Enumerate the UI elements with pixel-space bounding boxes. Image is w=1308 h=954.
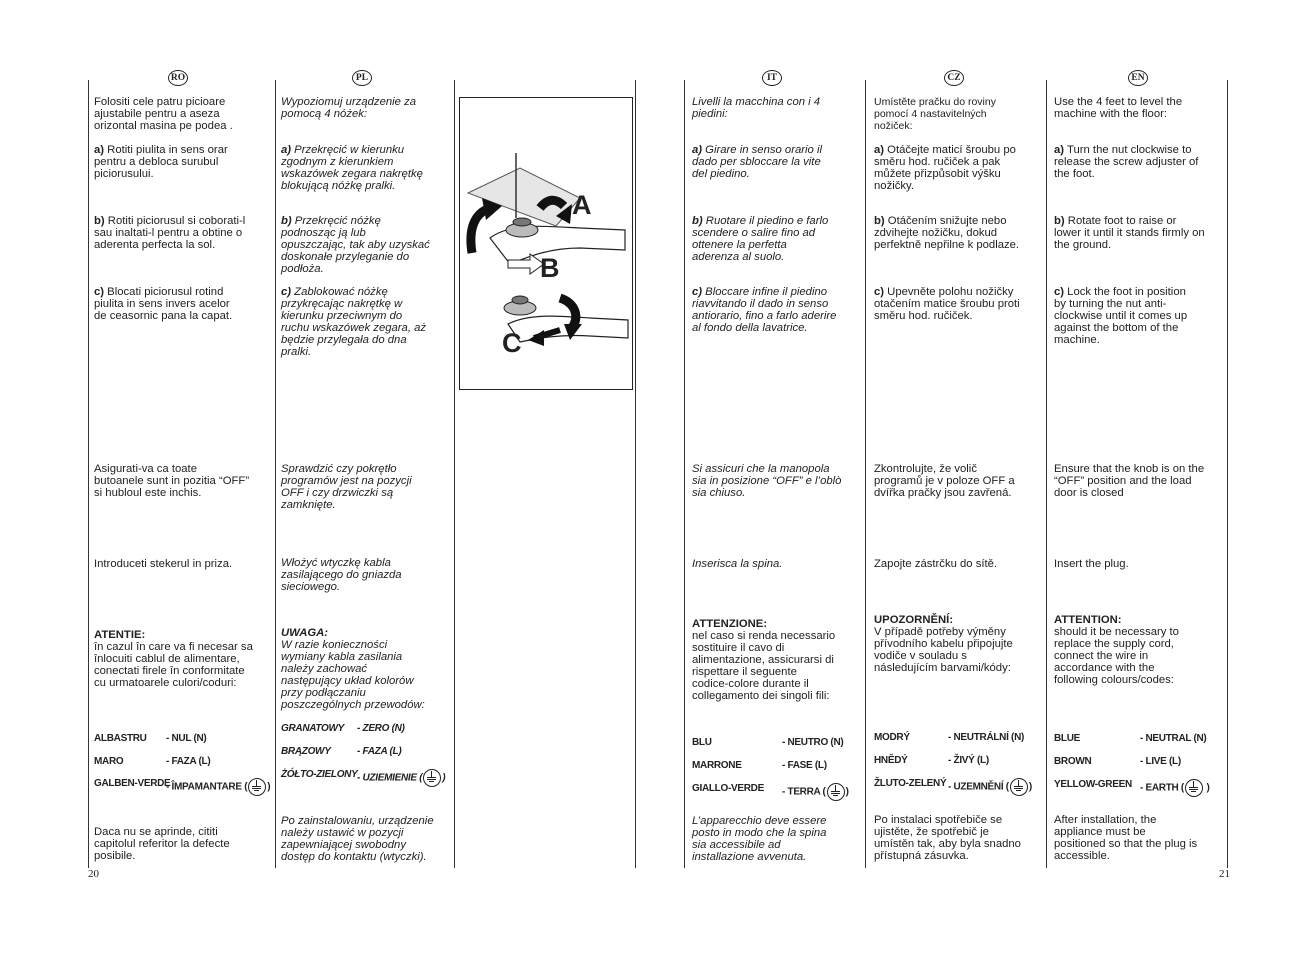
en-plug: Insert the plug.	[1054, 558, 1129, 570]
page-number-right: 21	[1219, 868, 1230, 880]
step-text: Ruotare il piedino e farlo scendere o salire fino ad ottenere la perfetta aderenza al suolo.	[692, 215, 829, 263]
column-divider	[635, 80, 636, 868]
pl-step-a	[281, 144, 451, 192]
en-attention-text: should it be necessary to replace the supply cord, connect the wire in accordance with the following colours/codes:	[1054, 626, 1179, 686]
step-text: Przekręcić nóżkę podnosząc ją lub opuszczając, tak aby uzyskać doskonałe przyleganie do podłoża.	[281, 215, 430, 275]
step-label: c)	[692, 286, 703, 298]
column-divider	[684, 80, 685, 868]
step-label: b)	[1054, 215, 1065, 227]
step-text: Turn the nut clockwise to release the screw adjuster of the foot.	[1054, 144, 1199, 180]
step-label: b)	[94, 215, 105, 227]
it-intro: Livelli la macchina con i 4 piedini:	[692, 96, 821, 120]
it-check-off: Si assicuri che la manopola sia in posizione “OFF” e l’oblò sia chiuso.	[692, 463, 842, 499]
column-it: Livelli la macchina con i 4 piedini: a) Girare in senso orario il dado per sbloccare la vite del piedino. b) Ruotare il piedino e farlo scendere o salire fino ad ottenere la perfetta aderenza al suolo. c) Bloccare infine il piedino riavvitando il dado in senso antiorario, fino a farlo aderire al fondo della lavatrice. Si assicuri che la manopola sia in posizione “OFF” e l’oblò sia chiuso. Inserisca la spina. ATTENZIONE: nel caso si renda necessario sostituire il cavo di alimentazione, assicurarsi di rispettare il seguente codice-colore durante il collegamento dei singoli fili: BLU - NEUTRO (N) MARRONE - FASE (L) GIALLO-VERDE - TERRA ( ) L’apparecchio deve essere posto in modo che la spina sia accessibile ad installazione avvenuta.	[692, 80, 862, 868]
pl-attention-title: UWAGA:	[281, 627, 329, 639]
step-text: Upevněte polohu nožičky otačením matice šroubu proti směru hod. ručiček.	[874, 286, 1020, 322]
ro-attention-text: în cazul în care va fi necesar sa înlocuiti cablul de alimentare, conectati firele în conformitate cu urmatoarele culori/coduri:	[94, 641, 253, 689]
column-divider	[88, 80, 89, 868]
en-step-b	[1054, 215, 1226, 251]
ro-step-c	[94, 286, 272, 322]
pl-intro: Wypoziomuj urządzenie za pomocą 4 nóżek:	[281, 96, 416, 120]
ro-plug: Introduceti stekerul in priza.	[94, 558, 233, 570]
step-text: Lock the foot in position by turning the nut anti- clockwise until it comes up against the bottom of the machine.	[1054, 286, 1188, 346]
column-ro: Folositi cele patru picioare ajustabile pentru a aseza orizontal masina pe podea . a) Rotiti piulita in sens orar pentru a debloca surubul piciorusului. b) Rotiti piciorusul si coborati-l sau inaltati-l pentru a obtine o aderenta perfecta la sol. c) Blocati piciorusul rotind piulita in sens invers acelor de ceasornic pana la capat. Asigurati-va ca toate butoanele sunt in pozitia “OFF” si hubloul este inchis. Introduceti stekerul in priza. ATENTIE: în cazul în care va fi necesar sa înlocuiti cablul de alimentare, conectati firele în conformitate cu urmatoarele culori/coduri: ALBASTRU - NUL (N) MARO - FAZA (L) GALBEN-VERDE - ÎMPAMANTARE ( ) Daca nu se aprinde, cititi capitolul referitor la defecte posibile.	[94, 96, 271, 862]
foot-adjustment-figure	[459, 97, 633, 390]
cz-note: Po instalaci spotřebiče se ujistěte, že spotřebič je umístěn tak, aby byla snadno přístupná zásuvka.	[874, 814, 1021, 862]
lang-badge-pl: PL	[352, 70, 372, 86]
pl-step-c	[281, 286, 451, 358]
pl-step-b	[281, 215, 451, 275]
step-label: a)	[874, 144, 885, 156]
en-step-c	[1054, 286, 1226, 346]
earth-symbol-icon	[827, 783, 845, 801]
column-pl: Wypoziomuj urządzenie za pomocą 4 nóżek: a) Przekręcić w kierunku zgodnym z kierunkiem wskazówek zegara nakrętkę blokującą nóżkę pralki. b) Przekręcić nóżkę podnosząc ją lub opuszczając, tak aby uzyskać doskonałe przyleganie do podłoża. c) Zablokować nóżkę przykręcając nakrętkę w kierunku przeciwnym do ruchu wskazówek zegara, aż będzie przylegała do dna pralki. Sprawdzić czy pokrętło programów jest na pozycji OFF i czy drzwiczki są zamknięte. Włożyć wtyczkę kabla zasilającego do gniazda sieciowego. UWAGA: W razie konieczności wymiany kabla zasilania należy zachować następujący układ kolorów przy podłączaniu poszczególnych przewodów: GRANATOWY - ZERO (N) BRĄZOWY - FAZA (L) ŻÓŁTO-ZIELONY - UZIEMIENIE ( ) Po zainstalowaniu, urządzenie należy ustawić w pozycji zapewniającej swobodny dostęp do kontaktu (wtyczki).	[281, 80, 451, 868]
step-label: c)	[281, 286, 292, 298]
it-attention-title: ATTENZIONE:	[692, 618, 768, 630]
it-note: L’apparecchio deve essere posto in modo che la spina sia accessibile ad installazione avvenuta.	[692, 815, 827, 863]
en-intro: Use the 4 feet to level the machine with the floor:	[1054, 96, 1183, 120]
cz-step-a	[874, 144, 1044, 192]
step-label: b)	[692, 215, 703, 227]
lang-badge-cz: CZ	[944, 70, 964, 86]
pl-check-off: Sprawdzić czy pokrętło programów jest na pozycji OFF i czy drzwiczki są zamknięte.	[281, 463, 412, 511]
page-number-left: 20	[88, 868, 99, 880]
cz-intro: Umístěte pračku do roviny pomocí 4 nastavitelných nožiček:	[874, 96, 996, 132]
en-check-off: Ensure that the knob is on the “OFF” position and the load door is closed	[1054, 463, 1205, 499]
cz-attention-text: V případě potřeby výměny přívodního kabelu připojujte vodiče v souladu s následujícím barvami/kódy:	[874, 626, 1013, 674]
lang-badge-en: EN	[1128, 70, 1148, 86]
step-text: Otáčejte maticí šroubu po směru hod. ručiček a pak můžete přizpůsobit výšku nožičky.	[874, 144, 1016, 192]
lang-badge-ro: RO	[168, 70, 188, 86]
it-step-c	[692, 286, 862, 334]
it-step-b	[692, 215, 862, 263]
step-text: Rotiti piulita in sens orar pentru a debloca surubul piciorusului.	[94, 144, 228, 180]
column-divider	[275, 80, 276, 868]
foot-adjustment-illustration	[460, 98, 632, 389]
step-label: c)	[874, 286, 885, 298]
step-label: a)	[281, 144, 292, 156]
foot-nut-top	[513, 218, 531, 226]
cz-step-c	[874, 286, 1044, 322]
step-label: c)	[1054, 286, 1065, 298]
step-text: Blocati piciorusul rotind piulita in sens invers acelor de ceasornic pana la capat.	[94, 286, 233, 322]
pl-attention-text: W razie konieczności wymiany kabla zasilania należy zachować następujący układ kolorów przy podłączaniu poszczególnych przewodów:	[281, 639, 425, 711]
ro-intro: Folositi cele patru picioare ajustabile pentru a aseza orizontal masina pe podea .	[94, 96, 233, 132]
earth-symbol-icon	[1010, 778, 1028, 796]
step-label: c)	[94, 286, 105, 298]
ro-attention-title: ATENTIE:	[94, 629, 146, 641]
en-attention-title: ATTENTION:	[1054, 614, 1122, 626]
ro-check-off: Asigurati-va ca toate butoanele sunt in pozitia “OFF” si hubloul este inchis.	[94, 463, 250, 499]
earth-symbol-icon	[1185, 779, 1203, 797]
column-divider	[1227, 80, 1228, 868]
column-divider	[454, 80, 455, 868]
step-text: Rotiti piciorusul si coborati-l sau inaltati-l pentru a obtine o aderenta perfecta la sol.	[94, 215, 246, 251]
it-step-a	[692, 144, 862, 180]
pl-plug: Włożyć wtyczkę kabla zasilającego do gniazda sieciowego.	[281, 557, 402, 593]
step-label: b)	[874, 215, 885, 227]
foot-nut-top	[512, 296, 528, 304]
lang-badge-it: IT	[762, 70, 782, 86]
cz-attention-title: UPOZORNĚNÍ:	[874, 614, 954, 626]
en-step-a	[1054, 144, 1226, 180]
step-text: Bloccare infine il piedino riavvitando il dado in senso antiorario, fino a farlo aderire al fondo della lavatrice.	[692, 286, 837, 334]
step-text: Rotate foot to raise or lower it until it stands firmly on the ground.	[1054, 215, 1205, 251]
column-divider	[1046, 80, 1047, 868]
cz-plug: Zapojte zástrčku do sítě.	[874, 558, 998, 570]
step-label: b)	[281, 215, 292, 227]
figure-label-b: B	[540, 253, 560, 283]
column-en: Use the 4 feet to level the machine with the floor: a) Turn the nut clockwise to release the screw adjuster of the foot. b) Rotate foot to raise or lower it until it stands firmly on the ground. c) Lock the foot in position by turning the nut anti- clockwise until it comes up against the bottom of the machine. Ensure that the knob is on the “OFF” position and the load door is closed Insert the plug. ATTENTION: should it be necessary to replace the supply cord, connect the wire in accordance with the following colours/codes: BLUE - NEUTRAL (N) BROWN - LIVE (L) YELLOW-GREEN - EARTH ( ) After installation, the appliance must be positioned so that the plug is accessible.	[1054, 80, 1226, 868]
cz-step-b	[874, 215, 1044, 251]
ro-step-b	[94, 215, 272, 251]
figure-label-c: C	[502, 328, 522, 358]
column-cz: Umístěte pračku do roviny pomocí 4 nastavitelných nožiček: a) Otáčejte maticí šroubu po směru hod. ručiček a pak můžete přizpůsobit výšku nožičky. b) Otáčením snižujte nebo zdvihejte nožičku, dokud perfektně nepřilne k podlaze. c) Upevněte polohu nožičky otačením matice šroubu proti směru hod. ručiček. Zkontrolujte, že volič programů je v poloze OFF a dvířka pračky jsou zavřená. Zapojte zástrčku do sítě. UPOZORNĚNÍ: V případě potřeby výměny přívodního kabelu připojujte vodiče v souladu s následujícím barvami/kódy: MODRÝ - NEUTRÁLNÍ (N) HNĚDÝ - ŽIVÝ (L) ŽLUTO-ZELENÝ - UZEMNĚNÍ ( ) Po instalaci spotřebiče se ujistěte, že spotřebič je umístěn tak, aby byla snadno přístupná zásuvka.	[874, 80, 1044, 868]
step-label: a)	[692, 144, 703, 156]
cz-check-off: Zkontrolujte, že volič programů je v poloze OFF a dvířka pračky jsou zavřená.	[874, 463, 1015, 499]
step-label: a)	[1054, 144, 1065, 156]
step-text: Girare in senso orario il dado per sbloccare la vite del piedino.	[692, 144, 822, 180]
step-text: Przekręcić w kierunku zgodnym z kierunkiem wskazówek zegara nakrętkę blokującą nóżkę pralki.	[281, 144, 423, 192]
pl-note: Po zainstalowaniu, urządzenie należy ustawić w pozycji zapewniającej swobodny dostęp do kontaktu (wtyczki).	[281, 815, 434, 863]
earth-symbol-icon	[248, 778, 266, 796]
step-text: Zablokować nóżkę przykręcając nakrętkę w kierunku przeciwnym do ruchu wskazówek zegara, aż będzie przylegała do dna pralki.	[281, 286, 427, 358]
ro-note: Daca nu se aprinde, cititi capitolul referitor la defecte posibile.	[94, 826, 230, 862]
ro-step-a	[94, 144, 272, 180]
it-plug: Inserisca la spina.	[692, 558, 783, 570]
column-divider	[865, 80, 866, 868]
step-label: a)	[94, 144, 105, 156]
step-text: Otáčením snižujte nebo zdvihejte nožičku, dokud perfektně nepřilne k podlaze.	[874, 215, 1020, 251]
it-attention-text: nel caso si renda necessario sostituire il cavo di alimentazione, assicurarsi di rispettare il seguente codice-colore durante il collegamento dei singoli fili:	[692, 630, 836, 702]
en-note: After installation, the appliance must be positioned so that the plug is accessible.	[1054, 814, 1198, 862]
figure-label-a: A	[572, 190, 592, 220]
earth-symbol-icon	[423, 769, 441, 787]
